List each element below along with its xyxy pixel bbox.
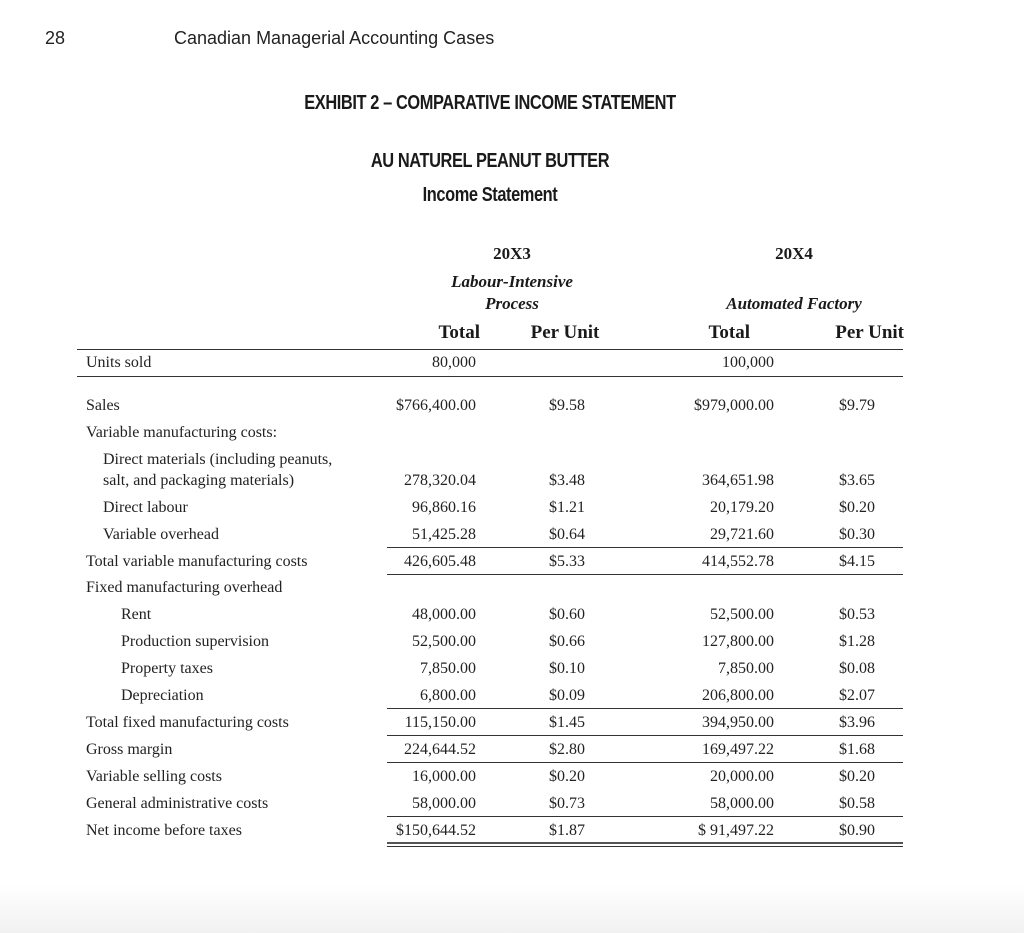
value-20x4-total: 169,497.22 xyxy=(702,741,774,758)
table-row-units-sold xyxy=(0,354,1024,381)
value-20x4-per-unit: $0.53 xyxy=(839,606,875,623)
value-20x4-per-unit: $4.15 xyxy=(839,553,875,570)
table-row-variable-costs-heading xyxy=(0,424,1024,451)
value-20x4-per-unit: $0.30 xyxy=(839,526,875,543)
value-20x4-total: 414,552.78 xyxy=(702,553,774,570)
rule-header-bottom xyxy=(77,349,903,350)
row-label: Net income before taxes xyxy=(86,822,242,839)
row-label: Rent xyxy=(121,606,152,623)
table-row-direct-labour xyxy=(0,499,1024,526)
statement-title: Income Statement xyxy=(422,184,558,206)
table-row-net-income xyxy=(0,822,1024,849)
value-20x4-total: 364,651.98 xyxy=(702,472,774,489)
row-label-line2: salt, and packaging materials) xyxy=(103,472,295,489)
per-unit-header-20x4: Per Unit xyxy=(835,322,904,343)
company-name: AU NATUREL PEANUT BUTTER xyxy=(370,150,610,172)
table-row-total-fixed-costs xyxy=(0,714,1024,741)
row-label: Direct labour xyxy=(103,499,188,516)
value-20x3-per-unit: $0.73 xyxy=(549,795,585,812)
value-20x3-per-unit: $0.64 xyxy=(549,526,585,543)
value-20x3-total: 115,150.00 xyxy=(404,714,476,731)
row-label: Property taxes xyxy=(121,660,213,677)
value-20x3-per-unit: $0.20 xyxy=(549,768,585,785)
total-header-20x3: Total xyxy=(438,322,480,343)
year-20x4-header: 20X4 xyxy=(775,244,813,263)
exhibit-title: EXHIBIT 2 – COMPARATIVE INCOME STATEMENT xyxy=(304,92,676,114)
process-label-20x4: Automated Factory xyxy=(726,294,862,313)
per-unit-header-20x3: Per Unit xyxy=(530,322,600,343)
row-label: Depreciation xyxy=(121,687,204,704)
value-20x3-per-unit: $1.87 xyxy=(549,822,585,839)
value-20x4-per-unit: $9.79 xyxy=(839,397,875,414)
value-20x4-total: 206,800.00 xyxy=(702,687,774,704)
table-row-sales xyxy=(0,397,1024,424)
value-20x4-total: $ 91,497.22 xyxy=(698,822,774,839)
total-header-20x4: Total xyxy=(708,322,750,343)
value-20x3-per-unit: $1.45 xyxy=(549,714,585,731)
value-20x4-per-unit: $0.20 xyxy=(839,499,875,516)
table-row-variable-selling-costs xyxy=(0,768,1024,795)
running-head: Canadian Managerial Accounting Cases xyxy=(174,28,495,48)
value-20x3-per-unit: $3.48 xyxy=(549,472,585,489)
table-row-variable-overhead xyxy=(0,526,1024,553)
row-label: Gross margin xyxy=(86,741,173,758)
value-20x3-total: 58,000.00 xyxy=(412,795,476,812)
value-20x3-total: 224,644.52 xyxy=(404,741,476,758)
value-20x4-per-unit: $0.08 xyxy=(839,660,875,677)
value-20x3-total: 96,860.16 xyxy=(412,499,476,516)
value-20x4-per-unit: $0.58 xyxy=(839,795,875,812)
page-number: 28 xyxy=(45,28,66,48)
value-20x4-per-unit: $1.28 xyxy=(839,633,875,650)
value-20x4-total: 394,950.00 xyxy=(702,714,774,731)
value-20x3-per-unit: $0.66 xyxy=(549,633,585,650)
value-20x3-total: 7,850.00 xyxy=(420,660,476,677)
year-20x3-header: 20X3 xyxy=(493,244,531,263)
row-label: Variable overhead xyxy=(103,526,219,543)
table-row-total-variable-costs xyxy=(0,553,1024,580)
value-20x3-total: 16,000.00 xyxy=(412,768,476,785)
value-20x4-per-unit: $1.68 xyxy=(839,741,875,758)
value-20x3-per-unit: $9.58 xyxy=(549,397,585,414)
value-20x3-total: 52,500.00 xyxy=(412,633,476,650)
value-20x3-total: $766,400.00 xyxy=(396,397,476,414)
value-20x3-total: 6,800.00 xyxy=(420,687,476,704)
row-label: Fixed manufacturing overhead xyxy=(86,579,283,596)
process-label-20x3-line1: Labour-Intensive xyxy=(451,272,573,291)
value-20x3-total: 278,320.04 xyxy=(404,472,476,489)
value-20x4-total: 58,000.00 xyxy=(710,795,774,812)
value-20x3-per-unit: $0.09 xyxy=(549,687,585,704)
row-label: Direct materials (including peanuts, xyxy=(103,451,333,468)
value-20x3-total: 80,000 xyxy=(432,354,476,371)
value-20x3-total: 426,605.48 xyxy=(404,553,476,570)
table-row-depreciation xyxy=(0,687,1024,714)
value-20x4-total: 52,500.00 xyxy=(710,606,774,623)
process-label-20x3-line2: Process xyxy=(485,294,539,313)
table-row-gross-margin xyxy=(0,741,1024,768)
value-20x3-per-unit: $5.33 xyxy=(549,553,585,570)
value-20x4-per-unit: $2.07 xyxy=(839,687,875,704)
row-label: Total variable manufacturing costs xyxy=(86,553,308,570)
table-row-production-supervision xyxy=(0,633,1024,660)
table-row-general-admin-costs xyxy=(0,795,1024,822)
value-20x4-total: 29,721.60 xyxy=(710,526,774,543)
value-20x3-total: 48,000.00 xyxy=(412,606,476,623)
value-20x4-total: 100,000 xyxy=(722,354,774,371)
row-label: General administrative costs xyxy=(86,795,269,812)
table-row-rent xyxy=(0,606,1024,633)
value-20x3-per-unit: $2.80 xyxy=(549,741,585,758)
value-20x3-total: 51,425.28 xyxy=(412,526,476,543)
value-20x3-per-unit: $0.10 xyxy=(549,660,585,677)
value-20x3-per-unit: $0.60 xyxy=(549,606,585,623)
value-20x4-total: $979,000.00 xyxy=(694,397,774,414)
value-20x4-per-unit: $3.96 xyxy=(839,714,875,731)
row-label: Variable selling costs xyxy=(86,768,222,785)
row-label: Production supervision xyxy=(121,633,269,650)
row-label: Units sold xyxy=(86,354,152,371)
table-row-fixed-overhead-heading xyxy=(0,579,1024,606)
value-20x4-total: 127,800.00 xyxy=(702,633,774,650)
value-20x4-per-unit: $0.20 xyxy=(839,768,875,785)
value-20x4-total: 7,850.00 xyxy=(718,660,774,677)
value-20x4-total: 20,179.20 xyxy=(710,499,774,516)
value-20x4-per-unit: $0.90 xyxy=(839,822,875,839)
row-label: Total fixed manufacturing costs xyxy=(86,714,289,731)
table-row-property-taxes xyxy=(0,660,1024,687)
row-label: Variable manufacturing costs: xyxy=(86,424,278,441)
value-20x4-per-unit: $3.65 xyxy=(839,472,875,489)
value-20x3-per-unit: $1.21 xyxy=(549,499,585,516)
value-20x3-total: $150,644.52 xyxy=(396,822,476,839)
value-20x4-total: 20,000.00 xyxy=(710,768,774,785)
row-label: Sales xyxy=(86,397,120,414)
table-row-direct-materials xyxy=(0,451,1024,499)
